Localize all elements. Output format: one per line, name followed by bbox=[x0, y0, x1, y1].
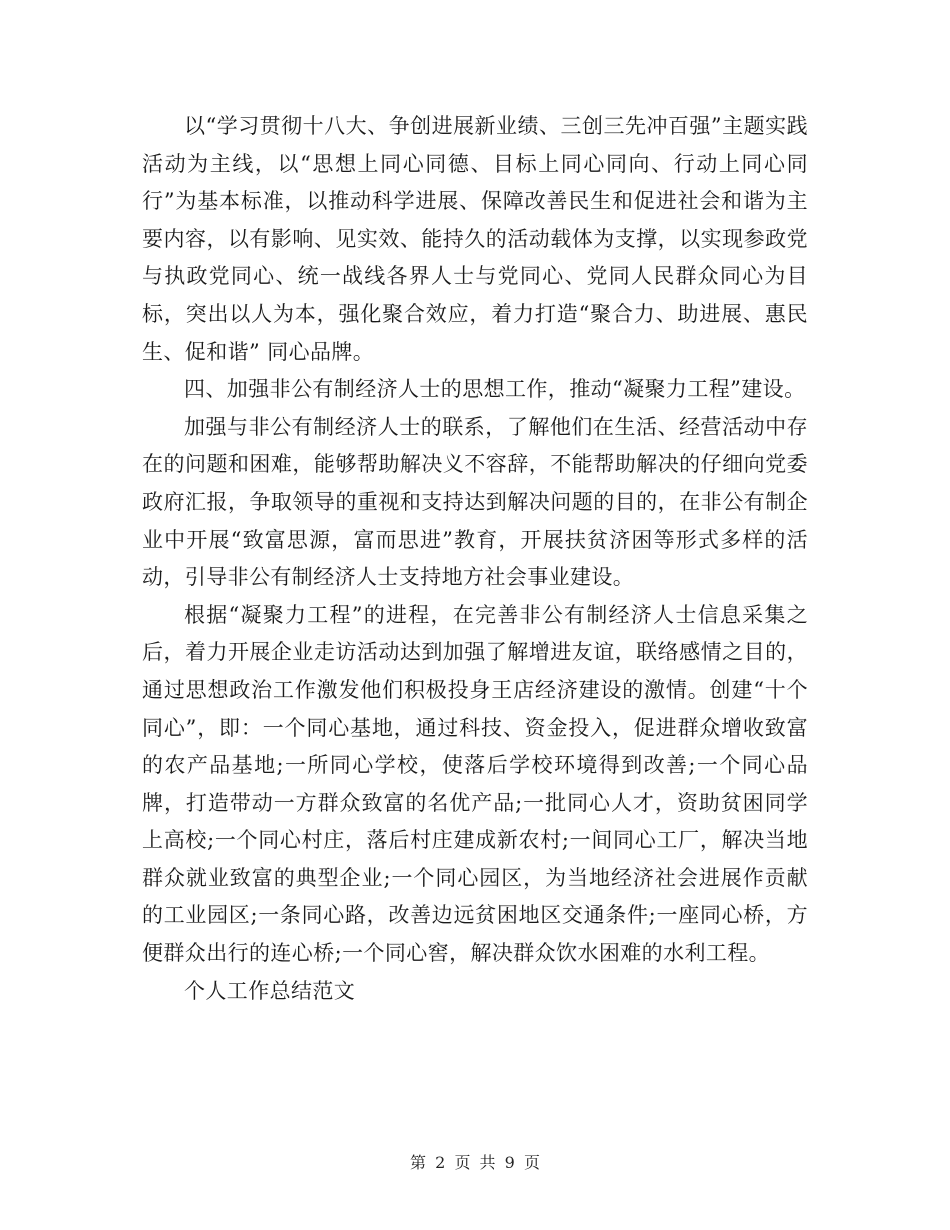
footer-suffix: 页 bbox=[523, 1153, 540, 1172]
paragraph-closing-title: 个人工作总结范文 bbox=[184, 978, 356, 1003]
footer-total-pages: 9 bbox=[504, 1153, 515, 1172]
document-body bbox=[142, 108, 808, 1010]
paragraph-contact: 加强与非公有制经济人士的联系，了解他们在生活、经营活动中存在的问题和困难，能够帮助解决义不容辞，不能帮助解决的仔细向党委政府汇报，争取领导的重视和支持达到解决问题的目的，在非公有制企业中开展“致富思源，富而思进”教育，开展扶贫济困等形式多样的活动，引导非公有制经济人士支持地方社会事业建设。 bbox=[142, 414, 808, 590]
footer-current-page: 2 bbox=[435, 1153, 446, 1172]
footer-page-word: 页 bbox=[454, 1153, 471, 1172]
paragraph-ten-hearts: 根据“凝聚力工程”的进程，在完善非公有制经济人士信息采集之后，着力开展企业走访活动达到加强了解增进友谊，联络感情之目的，通过思想政治工作激发他们积极投身王店经济建设的激情。创建“十个同心”，即：一个同心基地，通过科技、资金投入，促进群众增收致富的农产品基地;一所同心学校，使落后学校环境得到改善;一个同心品牌，打造带动一方群众致富的名优产品;一批同心人才，资助贫困同学上高校;一个同心村庄，落后村庄建成新农村;一间同心工厂，解决当地群众就业致富的典型企业;一个同心园区，为当地经济社会进展作贡献的工业园区;一条同心路，改善边远贫困地区交通条件;一座同心桥，方便群众出行的连心桥;一个同心窖，解决群众饮水困难的水利工程。 bbox=[142, 602, 808, 966]
footer-prefix: 第 bbox=[410, 1153, 427, 1172]
page-number-footer bbox=[0, 1150, 950, 1173]
footer-total-word: 共 bbox=[479, 1153, 496, 1172]
paragraph-section-four-heading: 四、加强非公有制经济人士的思想工作，推动“凝聚力工程”建设。 bbox=[184, 377, 806, 402]
paragraph-theme: 以“学习贯彻十八大、争创进展新业绩、三创三先冲百强”主题实践活动为主线，以“思想上同心同德、目标上同心同向、行动上同心同行”为基本标准，以推动科学进展、保障改善民生和促进社会和谐为主要内容，以有影响、见实效、能持久的活动载体为支撑，以实现参政党与执政党同心、统一战线各界人士与党同心、党同人民群众同心为目标，突出以人为本，强化聚合效应，着力打造“聚合力、助进展、惠民生、促和谐” 同心品牌。 bbox=[142, 114, 808, 364]
